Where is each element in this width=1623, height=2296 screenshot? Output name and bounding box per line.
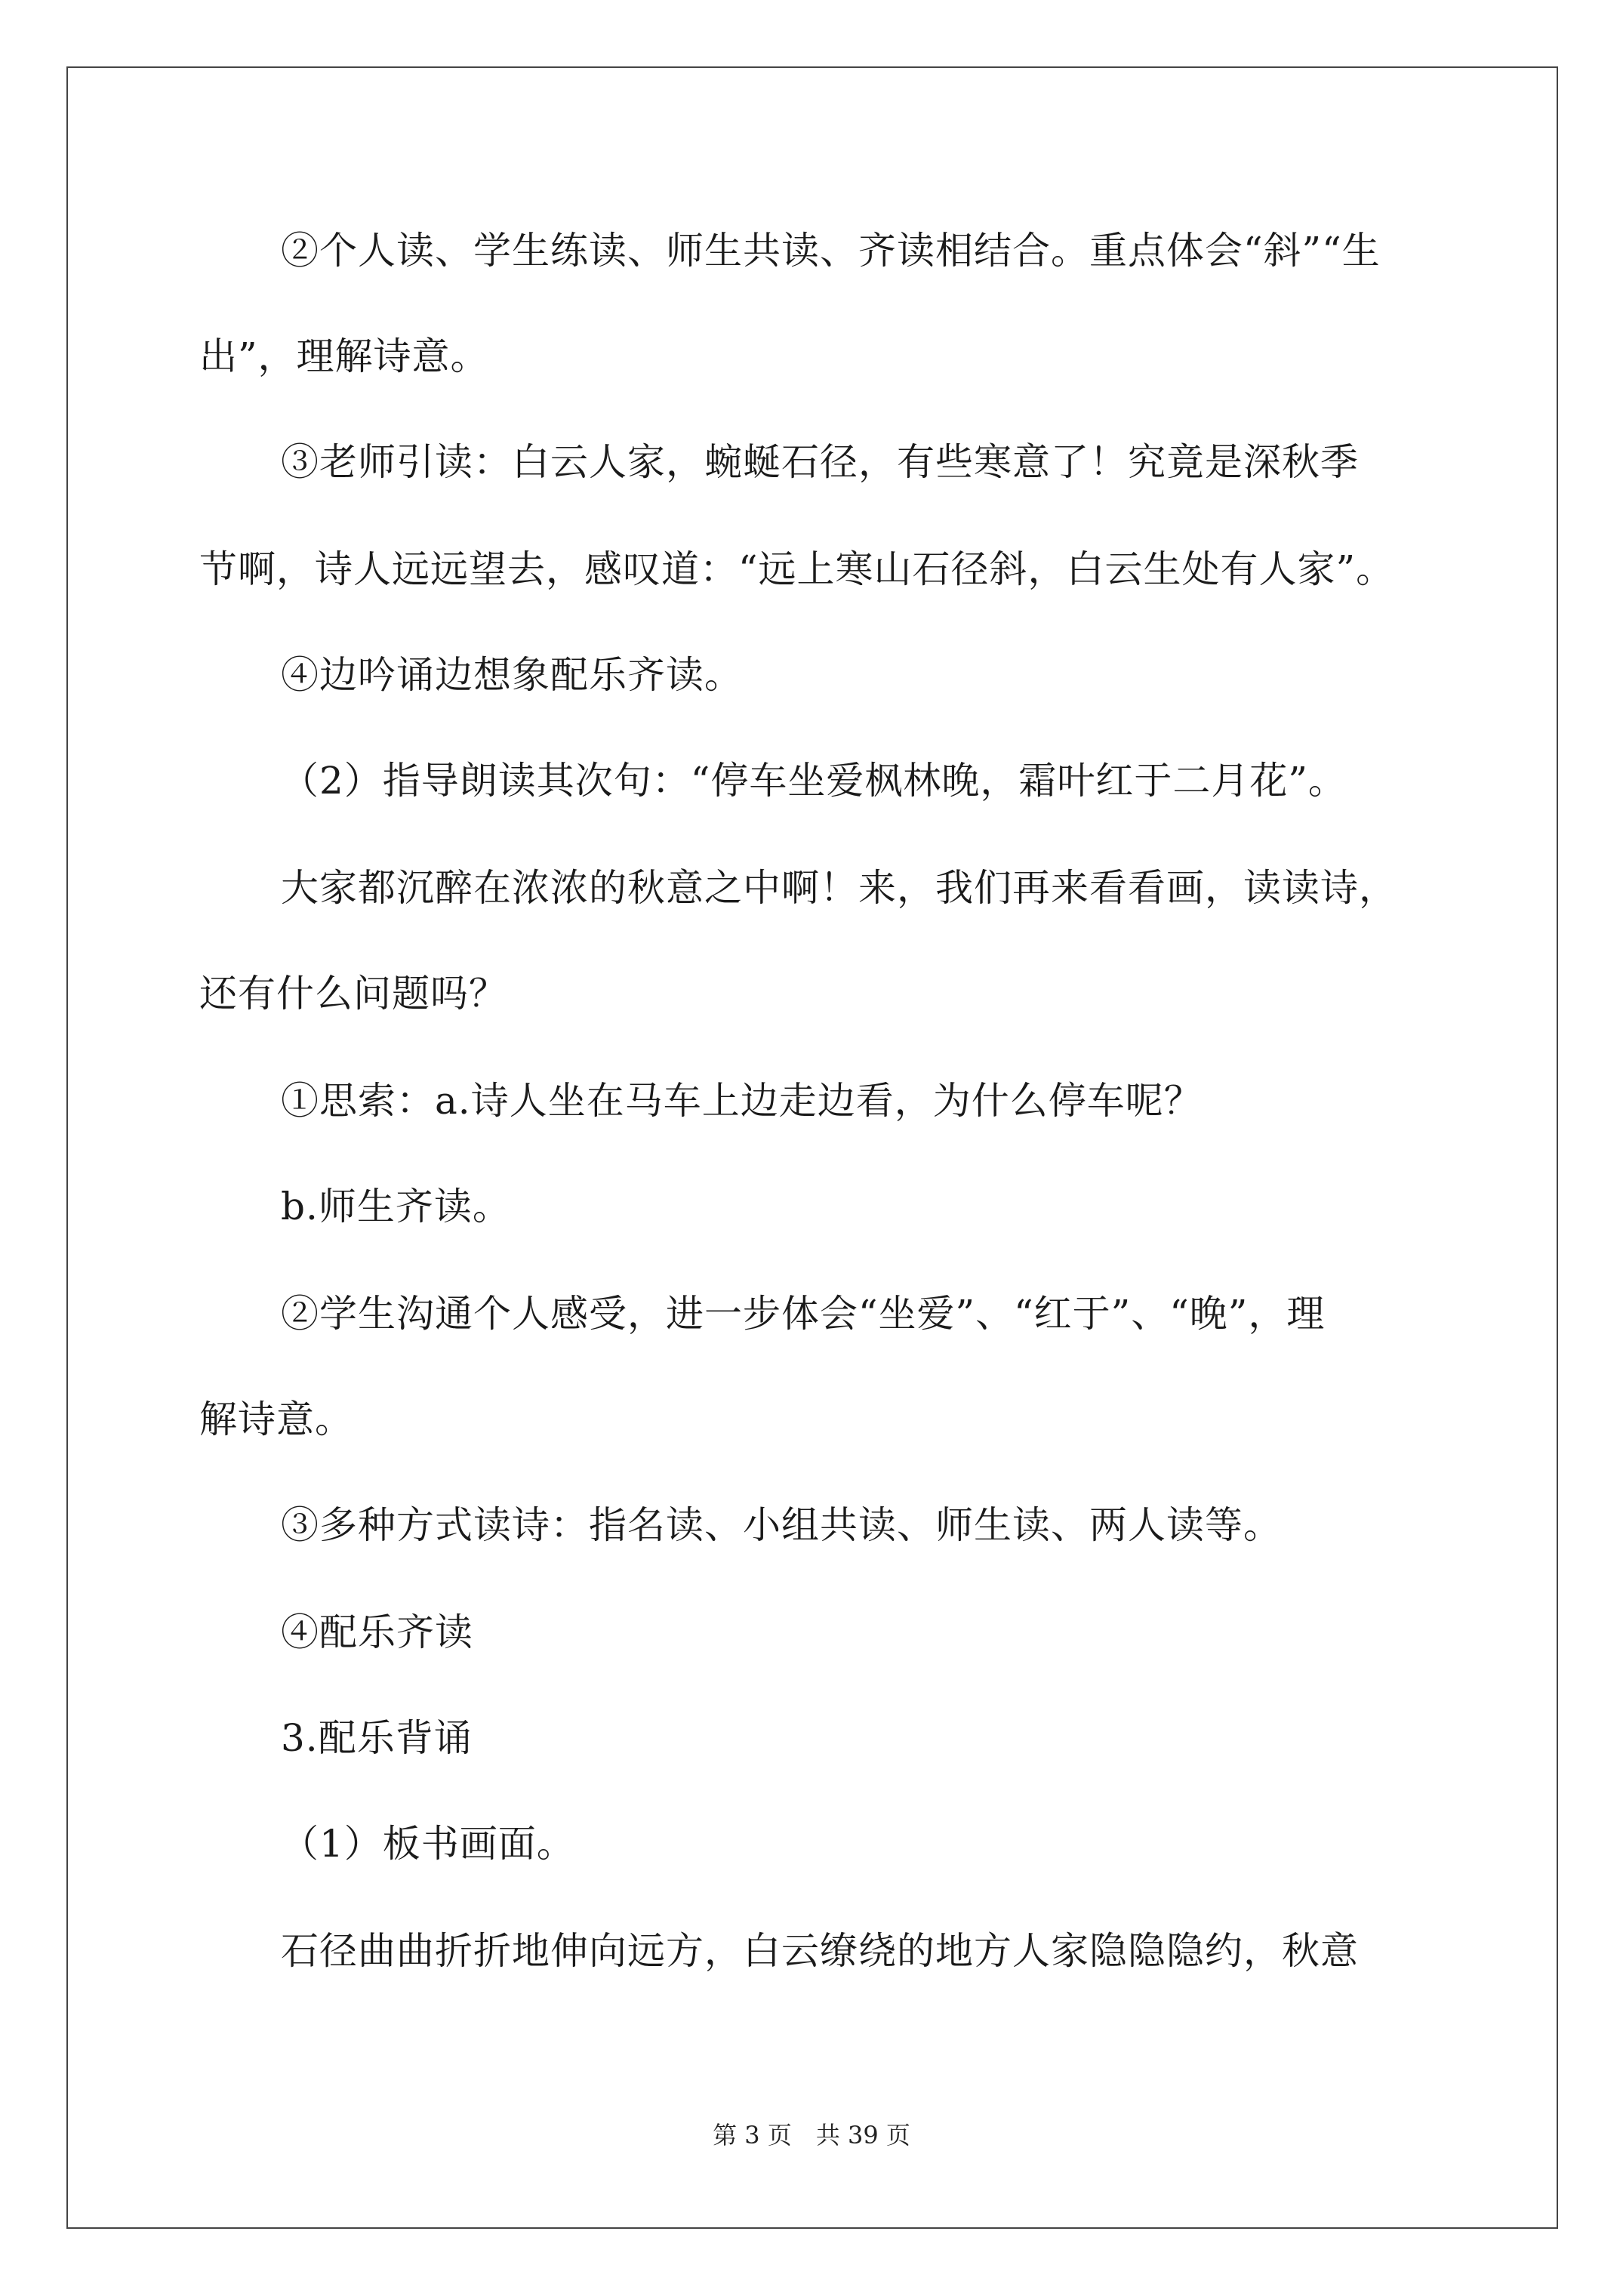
text-line: 还有什么问题吗？: [199, 972, 507, 1015]
text-line: 解诗意。: [199, 1398, 353, 1441]
text-line: ③多种方式读诗：指名读、小组共读、师生读、两人读等。: [281, 1503, 1282, 1547]
text-line: 石径曲曲折折地伸向远方，白云缭绕的地方人家隐隐隐约，秋意: [281, 1929, 1359, 1973]
text-line: （2）指导朗读其次句：“停车坐爱枫林晚，霜叶红于二月花”。: [281, 759, 1347, 803]
page-border: [66, 66, 1558, 2229]
text-line: 节啊，诗人远远望去，感叹道：“远上寒山石径斜，白云生处有人家”。: [199, 547, 1395, 591]
text-line: ②个人读、学生练读、师生共读、齐读相结合。重点体会“斜”“生: [281, 229, 1381, 273]
text-line: ②学生沟通个人感受，进一步体会“坐爱”、“红于”、“晚”，理: [281, 1292, 1326, 1336]
text-line: ①思索：a.诗人坐在马车上边走边看，为什么停车呢？: [281, 1079, 1203, 1123]
page-number: 第 3 页 共 39 页: [713, 2121, 910, 2150]
text-line: ④配乐齐读: [281, 1610, 473, 1654]
text-line: b.师生齐读。: [281, 1185, 511, 1228]
text-line: ③老师引读：白云人家，蜿蜒石径，有些寒意了！究竟是深秋季: [281, 440, 1359, 484]
text-line: （1）板书画面。: [281, 1822, 575, 1866]
text-line: 出”，理解诗意。: [199, 334, 489, 378]
text-line: ④边吟诵边想象配乐齐读。: [281, 653, 743, 697]
text-line: 3.配乐背诵: [281, 1716, 473, 1760]
text-line: 大家都沉醉在浓浓的秋意之中啊！来，我们再来看看画，读读诗，: [281, 866, 1397, 910]
